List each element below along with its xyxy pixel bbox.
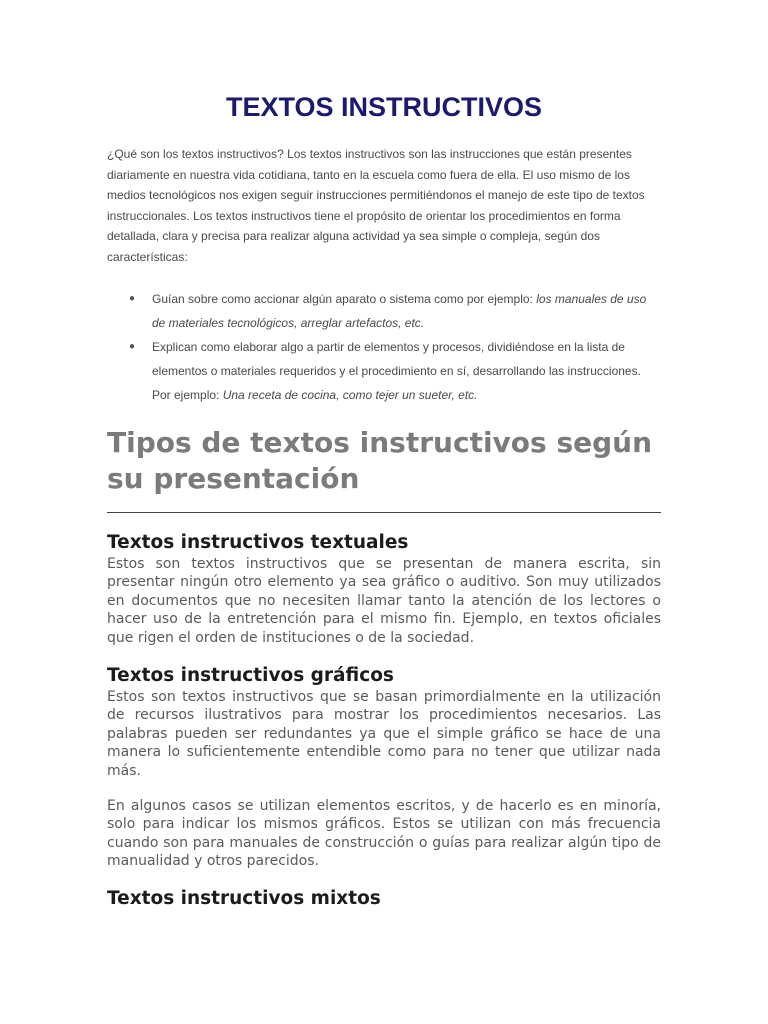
graficos-paragraph-2: En algunos casos se utilizan elementos escritos, y de hacerlo es en minoría, solo para indicar los mismos gráficos. Estos se utilizan con más frecuencia cuando son para manuales de construcción o guías para realizar algún tipo de manualidad y otros parecidos.	[107, 798, 661, 870]
mixtos-heading: Textos instructivos mixtos	[107, 888, 381, 909]
intro-paragraph: ¿Qué son los textos instructivos? Los textos instructivos son las instrucciones que están presentes diariamente en nuestra vida cotidiana, tanto en la escuela como fuera de ella. El uso mismo de los medios tecnológicos nos exigen seguir instrucciones permitiéndonos el manejo de este tipo de textos instruccionales. Los textos instructivos tiene el propósito de orientar los procedimientos en forma detallada, clara y precisa para realizar alguna actividad ya sea simple o compleja, según dos características:	[107, 147, 645, 264]
graficos-paragraph-1: Estos son textos instructivos que se basan primordialmente en la utilización de recursos ilustrativos para mostrar los procedimientos necesarios. Las palabras pueden ser redundantes ya que el simple gráfico se hace de una manera lo suficientemente entendible como para no tener que utilizar nada más.	[107, 689, 661, 779]
graficos-heading: Textos instructivos gráficos	[107, 665, 394, 686]
characteristics-list	[107, 287, 662, 407]
section-title: Tipos de textos instructivos según su presentación	[107, 426, 653, 495]
list-item	[107, 287, 662, 335]
list-item-example: Una receta de cocina, como tejer un sueter, etc.	[222, 388, 478, 402]
document-title: TEXTOS INSTRUCTIVOS	[225, 92, 543, 122]
bullet-icon: ●	[129, 293, 136, 304]
list-item-text: Explican como elaborar algo a partir de elementos y procesos, dividiéndose en la lista de elementos o materiales requeridos y el procedimiento en sí, desarrollando las instrucciones. Por ejemplo:	[152, 340, 641, 402]
list-item-example: los manuales de uso de materiales tecnológicos, arreglar artefactos, etc.	[152, 292, 647, 330]
bullet-icon: ●	[129, 341, 136, 352]
textuales-heading: Textos instructivos textuales	[107, 532, 409, 553]
textuales-paragraph: Estos son textos instructivos que se presentan de manera escrita, sin presentar ningún otro elemento ya sea gráfico o auditivo. Son muy utilizados en documentos que no necesiten llamar tanto la atención de los lectores o hacer uso de la entretención para el mismo fin. Ejemplo, en textos oficiales que rigen el orden de instituciones o de la sociedad.	[107, 556, 661, 646]
list-item	[107, 335, 662, 407]
list-item-text: Guían sobre como accionar algún aparato o sistema como por ejemplo:	[152, 292, 537, 306]
section-divider	[107, 512, 661, 513]
